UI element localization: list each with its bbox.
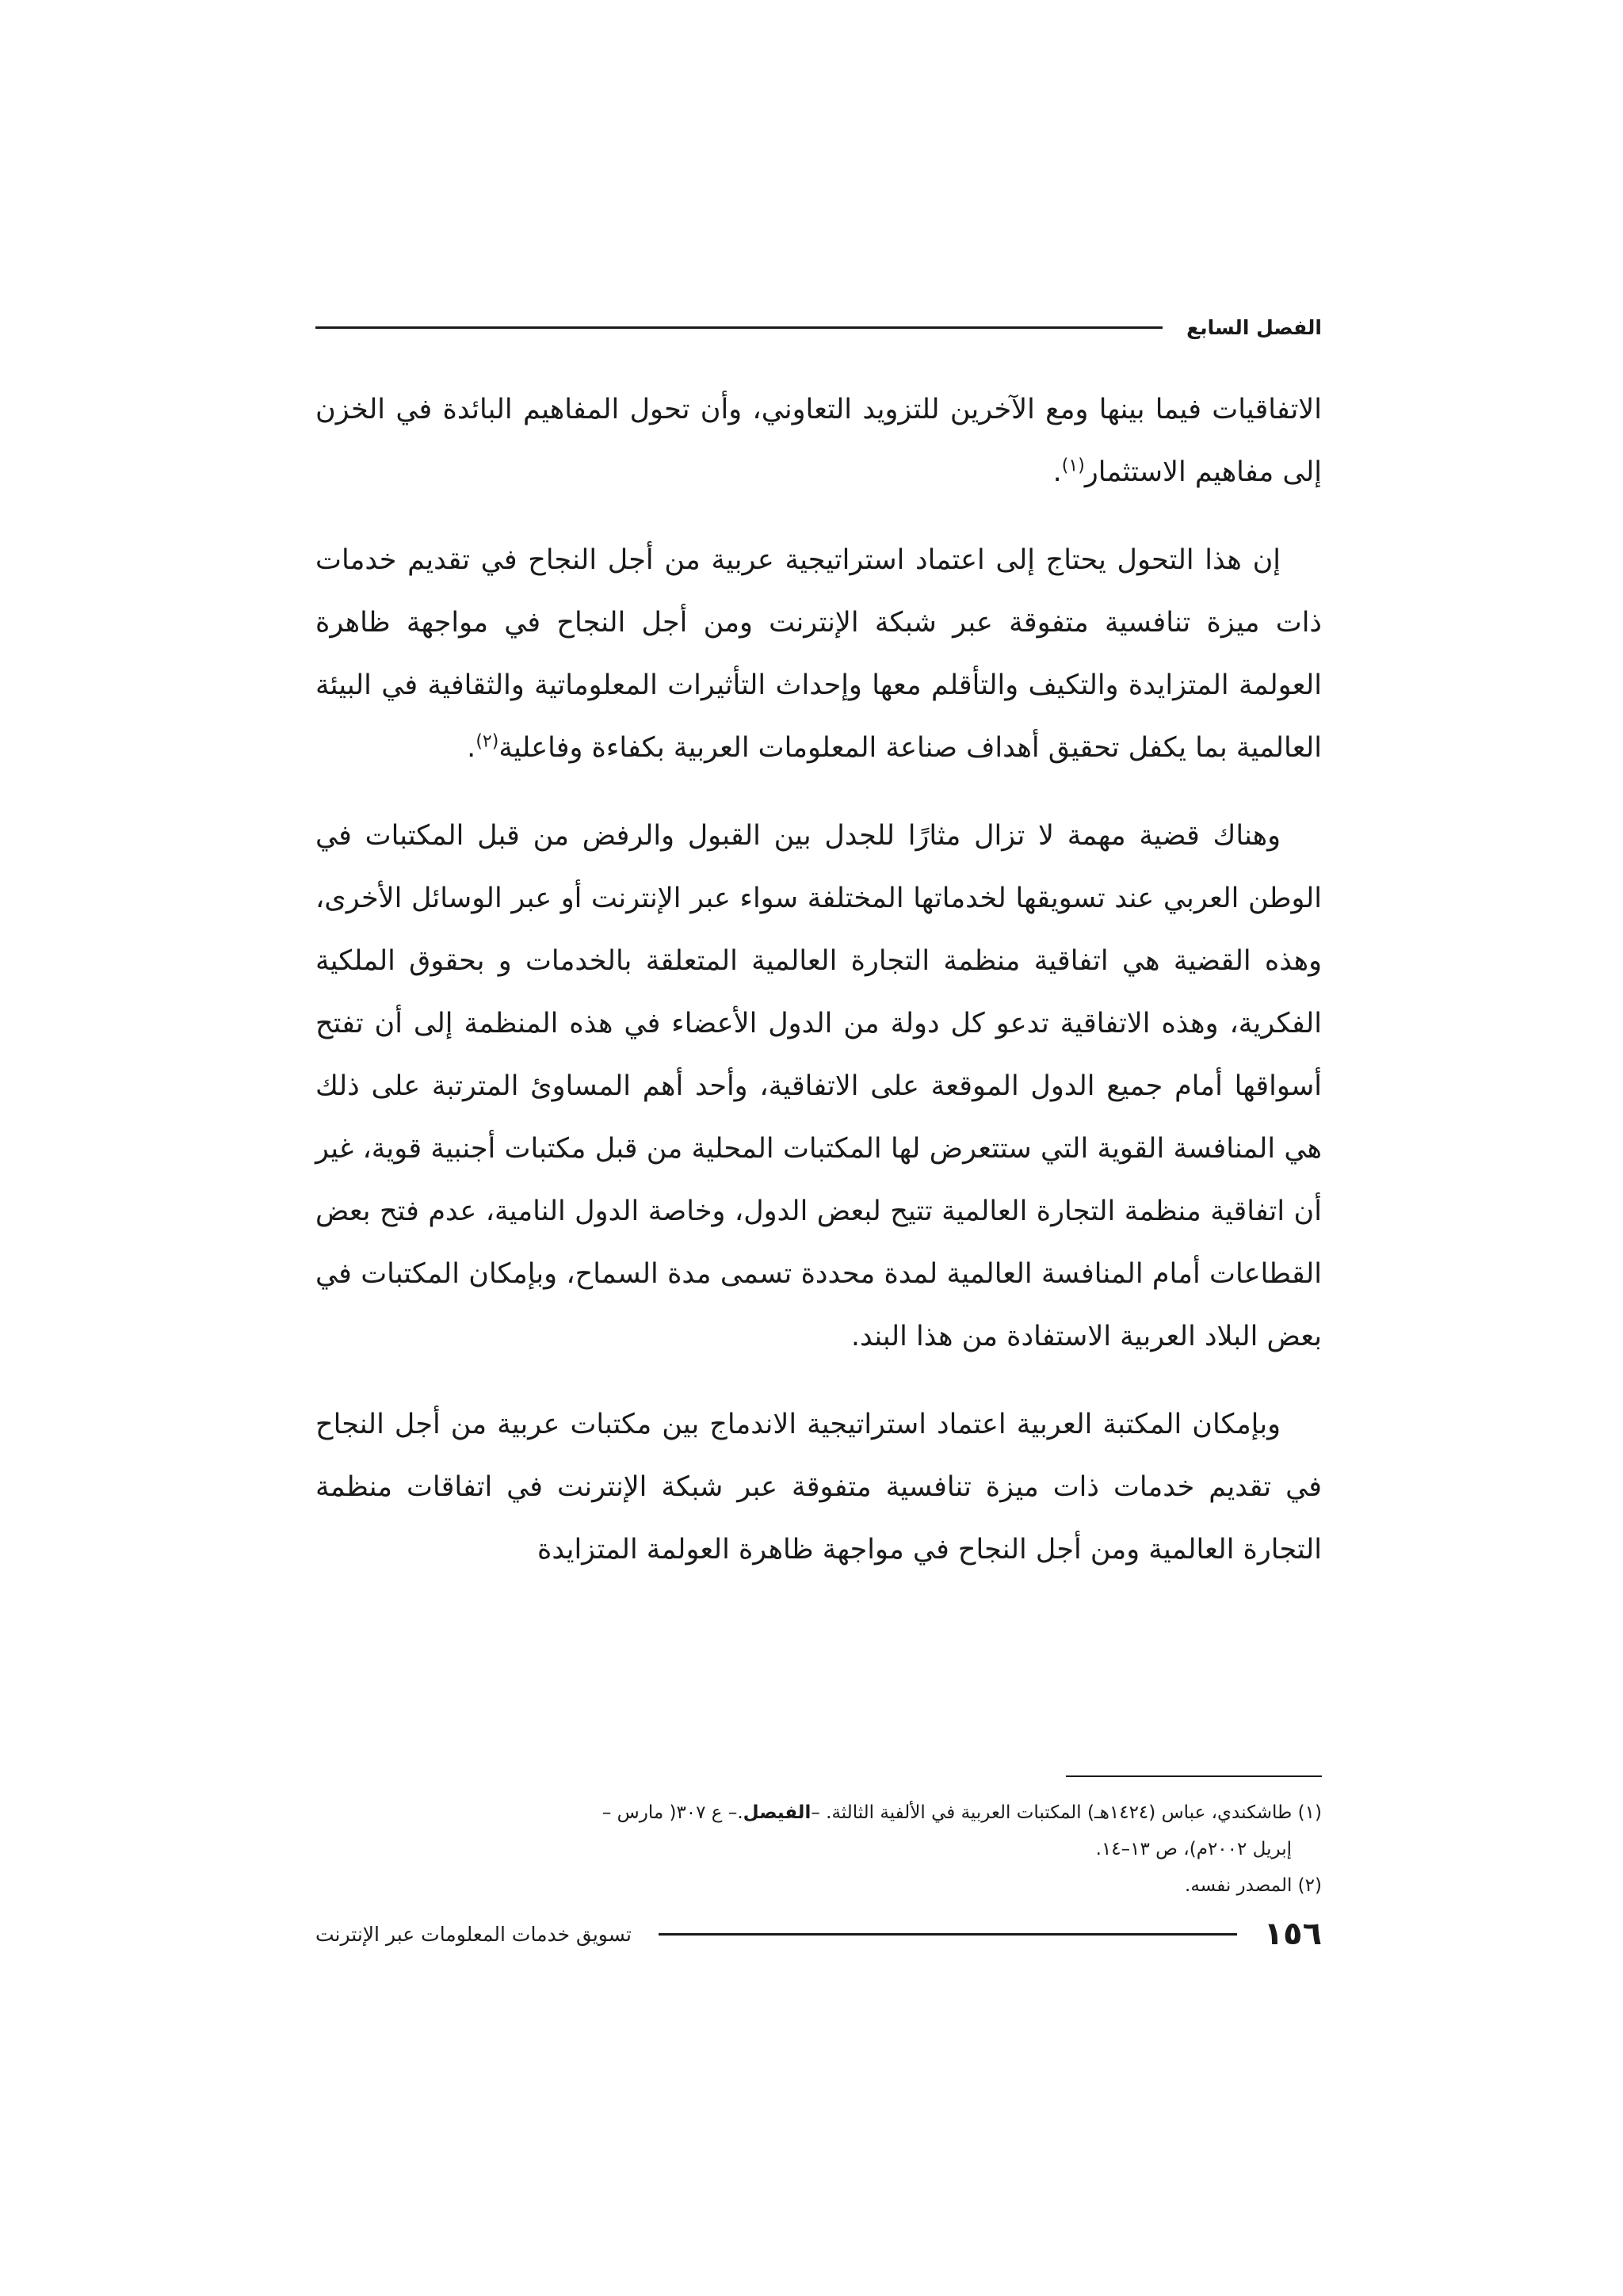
paragraph-2-text: إن هذا التحول يحتاج إلى اعتماد استراتيجية عربية من أجل النجاح في تقديم خدمات ذات ميزة تنافسية متفوقة عبر شبكة الإنترنت ومن أجل النجاح في مواجهة ظاهرة العولمة المتزايدة والتكيف والتأقلم معها وإحداث التأثيرات المعلوماتية والثقافية في البيئة العالمية بما يكفل تحقيق أهداف صناعة المعلومات العربية بكفاءة وفاعلية [315, 544, 1322, 764]
footnote-ref-1: (١) [1061, 456, 1085, 476]
footnote-1-continuation: إبريل ٢٠٠٢م)، ص ١٣–١٤. [1095, 1839, 1292, 1859]
footnote-1-journal: الفيصل [743, 1802, 812, 1823]
body-text [315, 379, 1322, 1581]
footnote-ref-2: (٢) [475, 731, 499, 752]
footnote-1 [315, 1794, 1322, 1831]
header-rule [315, 326, 1163, 329]
paragraph-1-text: الاتفاقيات فيما بينها ومع الآخرين للتزويد التعاوني، وأن تحول المفاهيم البائدة في الخزن إلى مفاهيم الاستثمار [315, 394, 1322, 488]
paragraph-2 [315, 529, 1322, 780]
footnote-1-issue: .– ع ٣٠٧( مارس – [601, 1802, 743, 1823]
chapter-title: الفصل السابع [1186, 315, 1322, 339]
paragraph-1-tail: . [1052, 456, 1062, 488]
footnote-2 [315, 1867, 1322, 1904]
footer-rule [659, 1933, 1237, 1936]
footnote-separator [1066, 1775, 1322, 1777]
page-number: ١٥٦ [1263, 1916, 1322, 1952]
running-footer [315, 1910, 1322, 1958]
footnote-2-text: المصدر نفسه. [1185, 1875, 1293, 1896]
paragraph-1 [315, 379, 1322, 504]
footnote-1-number: (١) [1297, 1802, 1322, 1823]
paragraph-4: وبإمكان المكتبة العربية اعتماد استراتيجية الاندماج بين مكتبات عربية من أجل النجاح في تقديم خدمات ذات ميزة تنافسية متفوقة عبر شبكة الإنترنت في اتفاقات منظمة التجارة العالمية ومن أجل النجاح في مواجهة ظاهرة العولمة المتزايدة [315, 1409, 1322, 1566]
footnotes [315, 1794, 1322, 1904]
footnote-2-number: (٢) [1297, 1875, 1322, 1896]
running-header [315, 307, 1322, 347]
footnote-1-text: طاشكندي، عباس (١٤٢٤هـ) المكتبات العربية في الألفية الثالثة. – [811, 1802, 1293, 1823]
paragraph-3: وهناك قضية مهمة لا تزال مثارًا للجدل بين القبول والرفض من قبل المكتبات في الوطن العربي عند تسويقها لخدماتها المختلفة سواء عبر الإنترنت أو عبر الوسائل الأخرى، وهذه القضية هي اتفاقية منظمة التجارة العالمية المتعلقة بالخدمات و بحقوق الملكية الفكرية، وهذه الاتفاقية تدعو كل دولة من الدول الأعضاء في هذه المنظمة إلى أن تفتح أسواقها أمام جميع الدول الموقعة على الاتفاقية، وأحد أهم المساوئ المترتبة على ذلك هي المنافسة القوية التي ستتعرض لها المكتبات المحلية من قبل مكتبات أجنبية قوية، غير أن اتفاقية منظمة التجارة العالمية تتيح لبعض الدول، وخاصة الدول النامية، عدم فتح بعض القطاعات أمام المنافسة العالمية لمدة محددة تسمى مدة السماح، وبإمكان المكتبات في بعض البلاد العربية الاستفادة من هذا البند. [315, 820, 1322, 1352]
paragraph-2-tail: . [467, 732, 476, 764]
book-title: تسويق خدمات المعلومات عبر الإنترنت [315, 1922, 632, 1946]
